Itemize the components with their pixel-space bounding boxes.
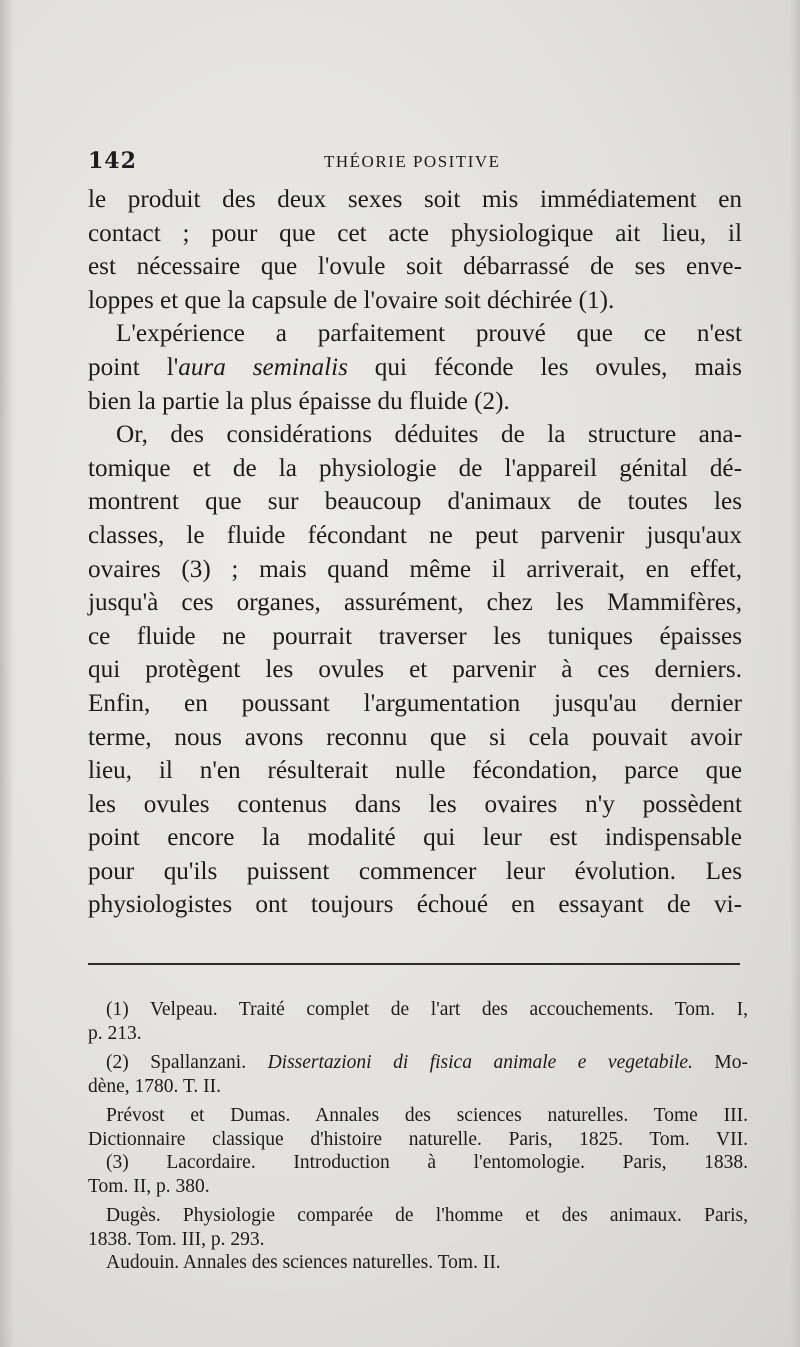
footnote-line: dène, 1780. T. II. <box>88 1075 222 1097</box>
footnote-line: Tom. II, p. 380. <box>88 1175 210 1197</box>
text-fragment: (2) Spallanzani. <box>106 1052 268 1073</box>
footnote-line: (1) Velpeau. Traité complet de l'art des accouchements. Tom. I, <box>106 999 748 1020</box>
text-line: tomique et de la physiologie de l'appareil génital dé- <box>88 454 742 482</box>
text-line: contact ; pour que cet acte physiologique ait lieu, il <box>88 219 742 247</box>
text-line: L'expérience a parfaitement prouvé que ce n'est <box>116 320 742 348</box>
text-line: ovaires (3) ; mais quand même il arriverait, en effet, <box>88 555 742 583</box>
text-line: jusqu'à ces organes, assurément, chez les Mammifères, <box>88 589 742 617</box>
page-number: 142 <box>88 148 137 174</box>
footnote-line: 1838. Tom. III, p. 293. <box>88 1228 265 1250</box>
text-line: ce fluide ne pourrait traverser les tuniques épaisses <box>88 622 742 650</box>
footnote-line: Dugès. Physiologie comparée de l'homme et des animaux. Paris, <box>106 1205 748 1226</box>
footnote-line: Audouin. Annales des sciences naturelles. Tom. II. <box>106 1252 501 1273</box>
footnote-line-with-italic <box>88 1051 748 1075</box>
text-line: lieu, il n'en résulterait nulle fécondation, parce que <box>88 757 742 785</box>
text-line: le produit des deux sexes soit mis immédiatement en <box>88 186 742 213</box>
text-line: point encore la modalité qui leur est indispensable <box>88 824 742 852</box>
text-line: les ovules contenus dans les ovaires n'y possèdent <box>88 790 742 818</box>
main-text <box>88 183 742 922</box>
text-line: classes, le fluide fécondant ne peut parvenir jusqu'aux <box>88 521 742 549</box>
text-line: pour qu'ils puissent commencer leur évolution. Les <box>88 857 742 885</box>
text-line: terme, nous avons reconnu que si cela pouvait avoir <box>88 723 742 751</box>
footnote-line: Prévost et Dumas. Annales des sciences naturelles. Tome III. <box>106 1105 748 1126</box>
text-line: qui protègent les ovules et parvenir à ces derniers. <box>88 656 742 684</box>
footnote-line: p. 213. <box>88 1022 142 1044</box>
footnote-rule <box>88 963 740 965</box>
footnote-line: (3) Lacordaire. Introduction à l'entomologie. Paris, 1838. <box>106 1152 748 1173</box>
text-fragment: Mo- <box>692 1052 748 1073</box>
running-title: THÉORIE POSITIVE <box>324 152 501 171</box>
text-line: bien la partie la plus épaisse du fluide (2). <box>88 387 510 415</box>
italic-term: aura seminalis <box>178 353 348 381</box>
text-line: loppes et que la capsule de l'ovaire soit déchirée (1). <box>88 286 615 314</box>
footnotes <box>88 998 748 1275</box>
italic-title: Dissertazioni di fisica animale e vegetabile. <box>267 1052 693 1073</box>
text-line: montrent que sur beaucoup d'animaux de toutes les <box>88 488 742 516</box>
text-fragment: qui féconde les ovules, mais <box>347 353 742 381</box>
running-head <box>88 148 740 178</box>
text-line: Enfin, en poussant l'argumentation jusqu'au dernier <box>88 689 742 717</box>
text-line-with-italic <box>88 351 742 385</box>
text-line: physiologistes ont toujours échoué en essayant de vi- <box>88 891 742 919</box>
footnote-line: Dictionnaire classique d'histoire naturelle. Paris, 1825. Tom. VII. <box>88 1128 748 1150</box>
text-fragment: point l' <box>88 353 179 381</box>
text-line: est nécessaire que l'ovule soit débarrassé de ses enve- <box>88 253 742 281</box>
text-line: Or, des considérations déduites de la structure ana- <box>116 421 742 449</box>
